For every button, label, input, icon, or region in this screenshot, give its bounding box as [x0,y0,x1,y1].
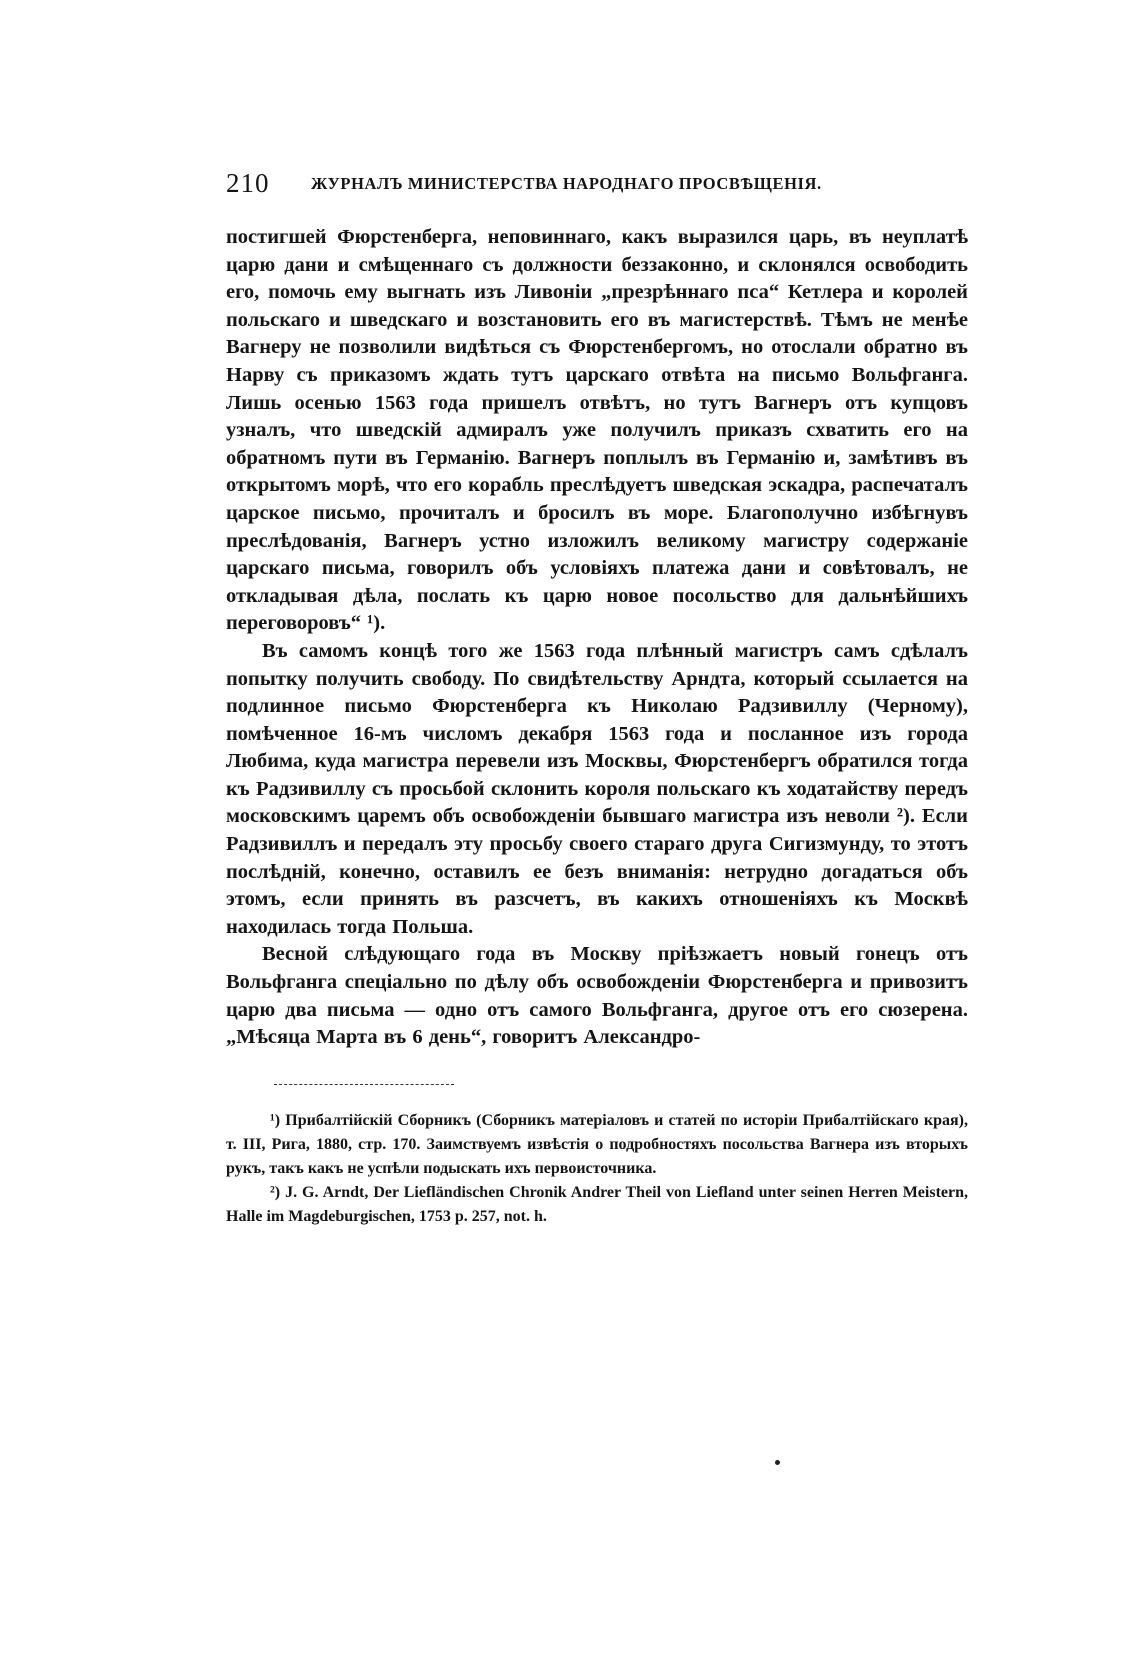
paragraph-1: постигшей Фюрстенберга, неповиннаго, какъ выразился царь, въ неуплатѣ царю дани и смѣщеннаго съ должности беззаконно, и склонялся освободить его, помочь ему выгнать изъ Ливоніи „презрѣннаго пса“ Кетлера и королей польскаго и шведскаго и возстановить его въ магистерствѣ. Тѣмъ не менѣе Вагнеру не позволили видѣться съ Фюрстенбергомъ, но отослали обратно въ Нарву съ приказомъ ждать тутъ царскаго отвѣта на письмо Вольфганга. Лишь осенью 1563 года пришелъ отвѣтъ, но тутъ Вагнеръ отъ купцовъ узналъ, что шведскій адмиралъ уже получилъ приказъ схватить его на обратномъ пути въ Германію. Вагнеръ поплылъ въ Германію и, замѣтивъ въ открытомъ морѣ, что его корабль преслѣдуетъ шведская эскадра, распечаталъ царское письмо, прочиталъ и бросилъ въ море. Благополучно избѣгнувъ преслѣдованія, Вагнеръ устно изложилъ великому магистру содержаніе царскаго письма, говорилъ объ условіяхъ платежа дани и совѣтовалъ, не откладывая дѣла, послать къ царю новое посольство для дальнѣйшихъ переговоровъ“ ¹). [226,226,968,635]
footnotes [226,1109,968,1229]
journal-title: ЖУРНАЛЪ МИНИСТЕРСТВА НАРОДНАГО ПРОСВѢЩЕНІЯ. [311,174,822,193]
ink-speck [775,1460,780,1465]
footnote-1: ¹) Прибалтійскій Сборникъ (Сборникъ матеріаловъ и статей по исторіи Прибалтійскаго края), т. III, Рига, 1880, стр. 170. Заимствуемъ извѣстія о подробностяхъ посольства Вагнера изъ вторыхъ рукъ, такъ какъ не успѣли подыскать ихъ первоисточника. [226,1111,968,1177]
page-number: 210 [226,168,270,198]
footnote-2: ²) J. G. Arndt, Der Liefländischen Chronik Andrer Theil von Liefland unter seinen Herren Meistern, Halle im Magdeburgischen, 1753 p. 257, not. h. [226,1183,968,1225]
body-text [226,224,968,1052]
footnote-divider [274,1084,454,1085]
paragraph-2: Въ самомъ концѣ того же 1563 года плѣнный магистръ самъ сдѣлалъ попытку получить свободу. По свидѣтельству Арндта, который ссылается на подлинное письмо Фюрстенберга къ Николаю Радзивиллу (Черному), помѣченное 16-мъ числомъ декабря 1563 года и посланное изъ города Любима, куда магистра перевели изъ Москвы, Фюрстенбергъ обратился тогда къ Радзивиллу съ просьбой склонить короля польскаго къ ходатайству передъ московскимъ царемъ объ освобожденіи бывшаго магистра изъ неволи ²). Если Радзивиллъ и передалъ эту просьбу своего стараго друга Сигизмунду, то этотъ послѣдній, конечно, оставилъ ее безъ вниманія: нетрудно догадаться объ этомъ, если принять въ разсчетъ, въ какихъ отношеніяхъ къ Москвѣ находилась тогда Польша. [226,639,968,938]
paragraph-3: Весной слѣдующаго года въ Москву пріѣзжаетъ новый гонецъ отъ Вольфганга спеціально по дѣлу объ освобожденіи Фюрстенберга и привозитъ царю два письма — одно отъ самого Вольфганга, другое отъ его сюзерена. „Мѣсяца Марта въ 6 день“, говоритъ Александро- [226,943,968,1049]
running-head [226,168,968,208]
page [226,168,968,1229]
